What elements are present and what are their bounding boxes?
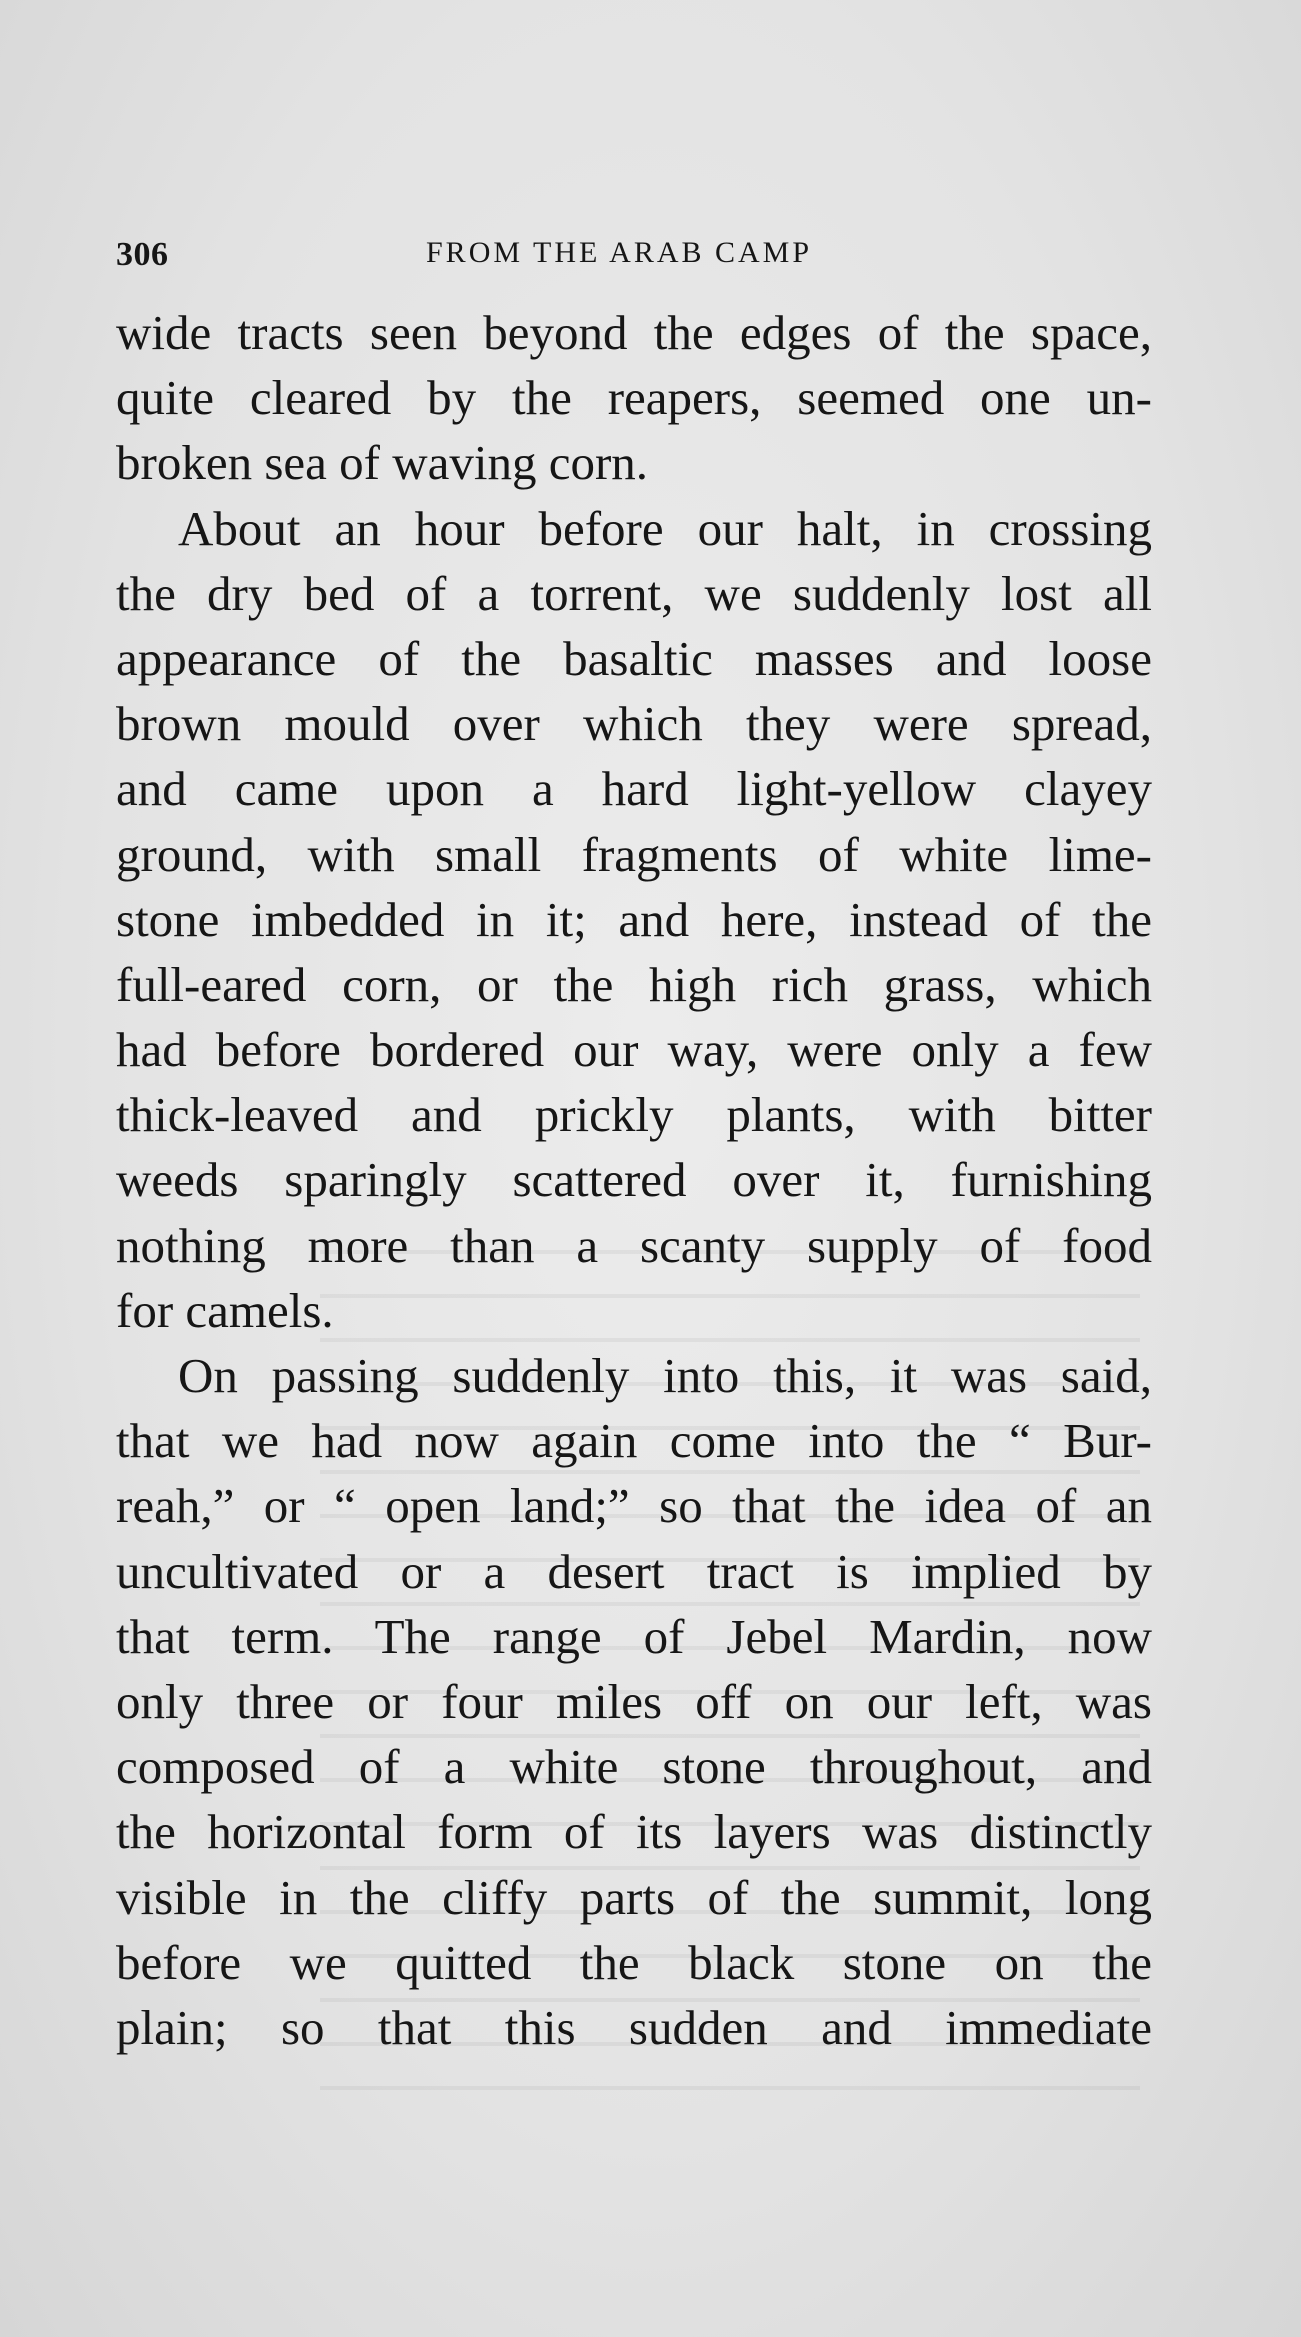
text-line: About an hour before our halt, in crossing bbox=[178, 500, 1152, 556]
body-text bbox=[116, 300, 1152, 2060]
text-line: quite cleared by the reapers, seemed one un- bbox=[116, 370, 1152, 426]
text-line: plain; so that this sudden and immediate bbox=[116, 1999, 1152, 2055]
text-line: before we quitted the black stone on the bbox=[116, 1934, 1152, 1990]
running-head: FROM THE ARAB CAMP bbox=[426, 236, 813, 269]
text-line: uncultivated or a desert tract is implied by bbox=[116, 1543, 1152, 1599]
text-line: nothing more than a scanty supply of food bbox=[116, 1217, 1152, 1273]
page-number: 306 bbox=[116, 236, 169, 273]
text-line: wide tracts seen beyond the edges of the space, bbox=[116, 305, 1152, 360]
text-line: ground, with small fragments of white lime- bbox=[116, 826, 1152, 882]
text-line: On passing suddenly into this, it was said, bbox=[178, 1348, 1152, 1403]
text-line: weeds sparingly scattered over it, furnishing bbox=[116, 1152, 1152, 1208]
text-line: broken sea of waving corn. bbox=[116, 435, 649, 491]
text-line: for camels. bbox=[116, 1282, 334, 1338]
text-line: that we had now again come into the “ Bur- bbox=[116, 1413, 1152, 1469]
text-line: brown mould over which they were spread, bbox=[116, 696, 1152, 752]
text-line: stone imbedded in it; and here, instead of the bbox=[116, 891, 1152, 947]
text-line: that term. The range of Jebel Mardin, now bbox=[116, 1608, 1152, 1664]
text-line: reah,” or “ open land;” so that the idea of an bbox=[116, 1478, 1152, 1534]
text-line: full-eared corn, or the high rich grass, which bbox=[116, 956, 1152, 1012]
text-line: thick-leaved and prickly plants, with bitter bbox=[116, 1087, 1152, 1143]
text-line: the dry bed of a torrent, we suddenly lost all bbox=[116, 565, 1152, 621]
text-line: visible in the cliffy parts of the summit, long bbox=[116, 1869, 1152, 1925]
text-line: and came upon a hard light-yellow clayey bbox=[116, 761, 1152, 817]
text-line: had before bordered our way, were only a few bbox=[116, 1022, 1152, 1078]
text-line: appearance of the basaltic masses and loose bbox=[116, 630, 1152, 686]
text-line: composed of a white stone throughout, and bbox=[116, 1739, 1152, 1795]
page-header bbox=[116, 228, 1146, 282]
text-line: the horizontal form of its layers was distinctly bbox=[116, 1804, 1152, 1860]
text-line: only three or four miles off on our left, was bbox=[116, 1673, 1152, 1729]
